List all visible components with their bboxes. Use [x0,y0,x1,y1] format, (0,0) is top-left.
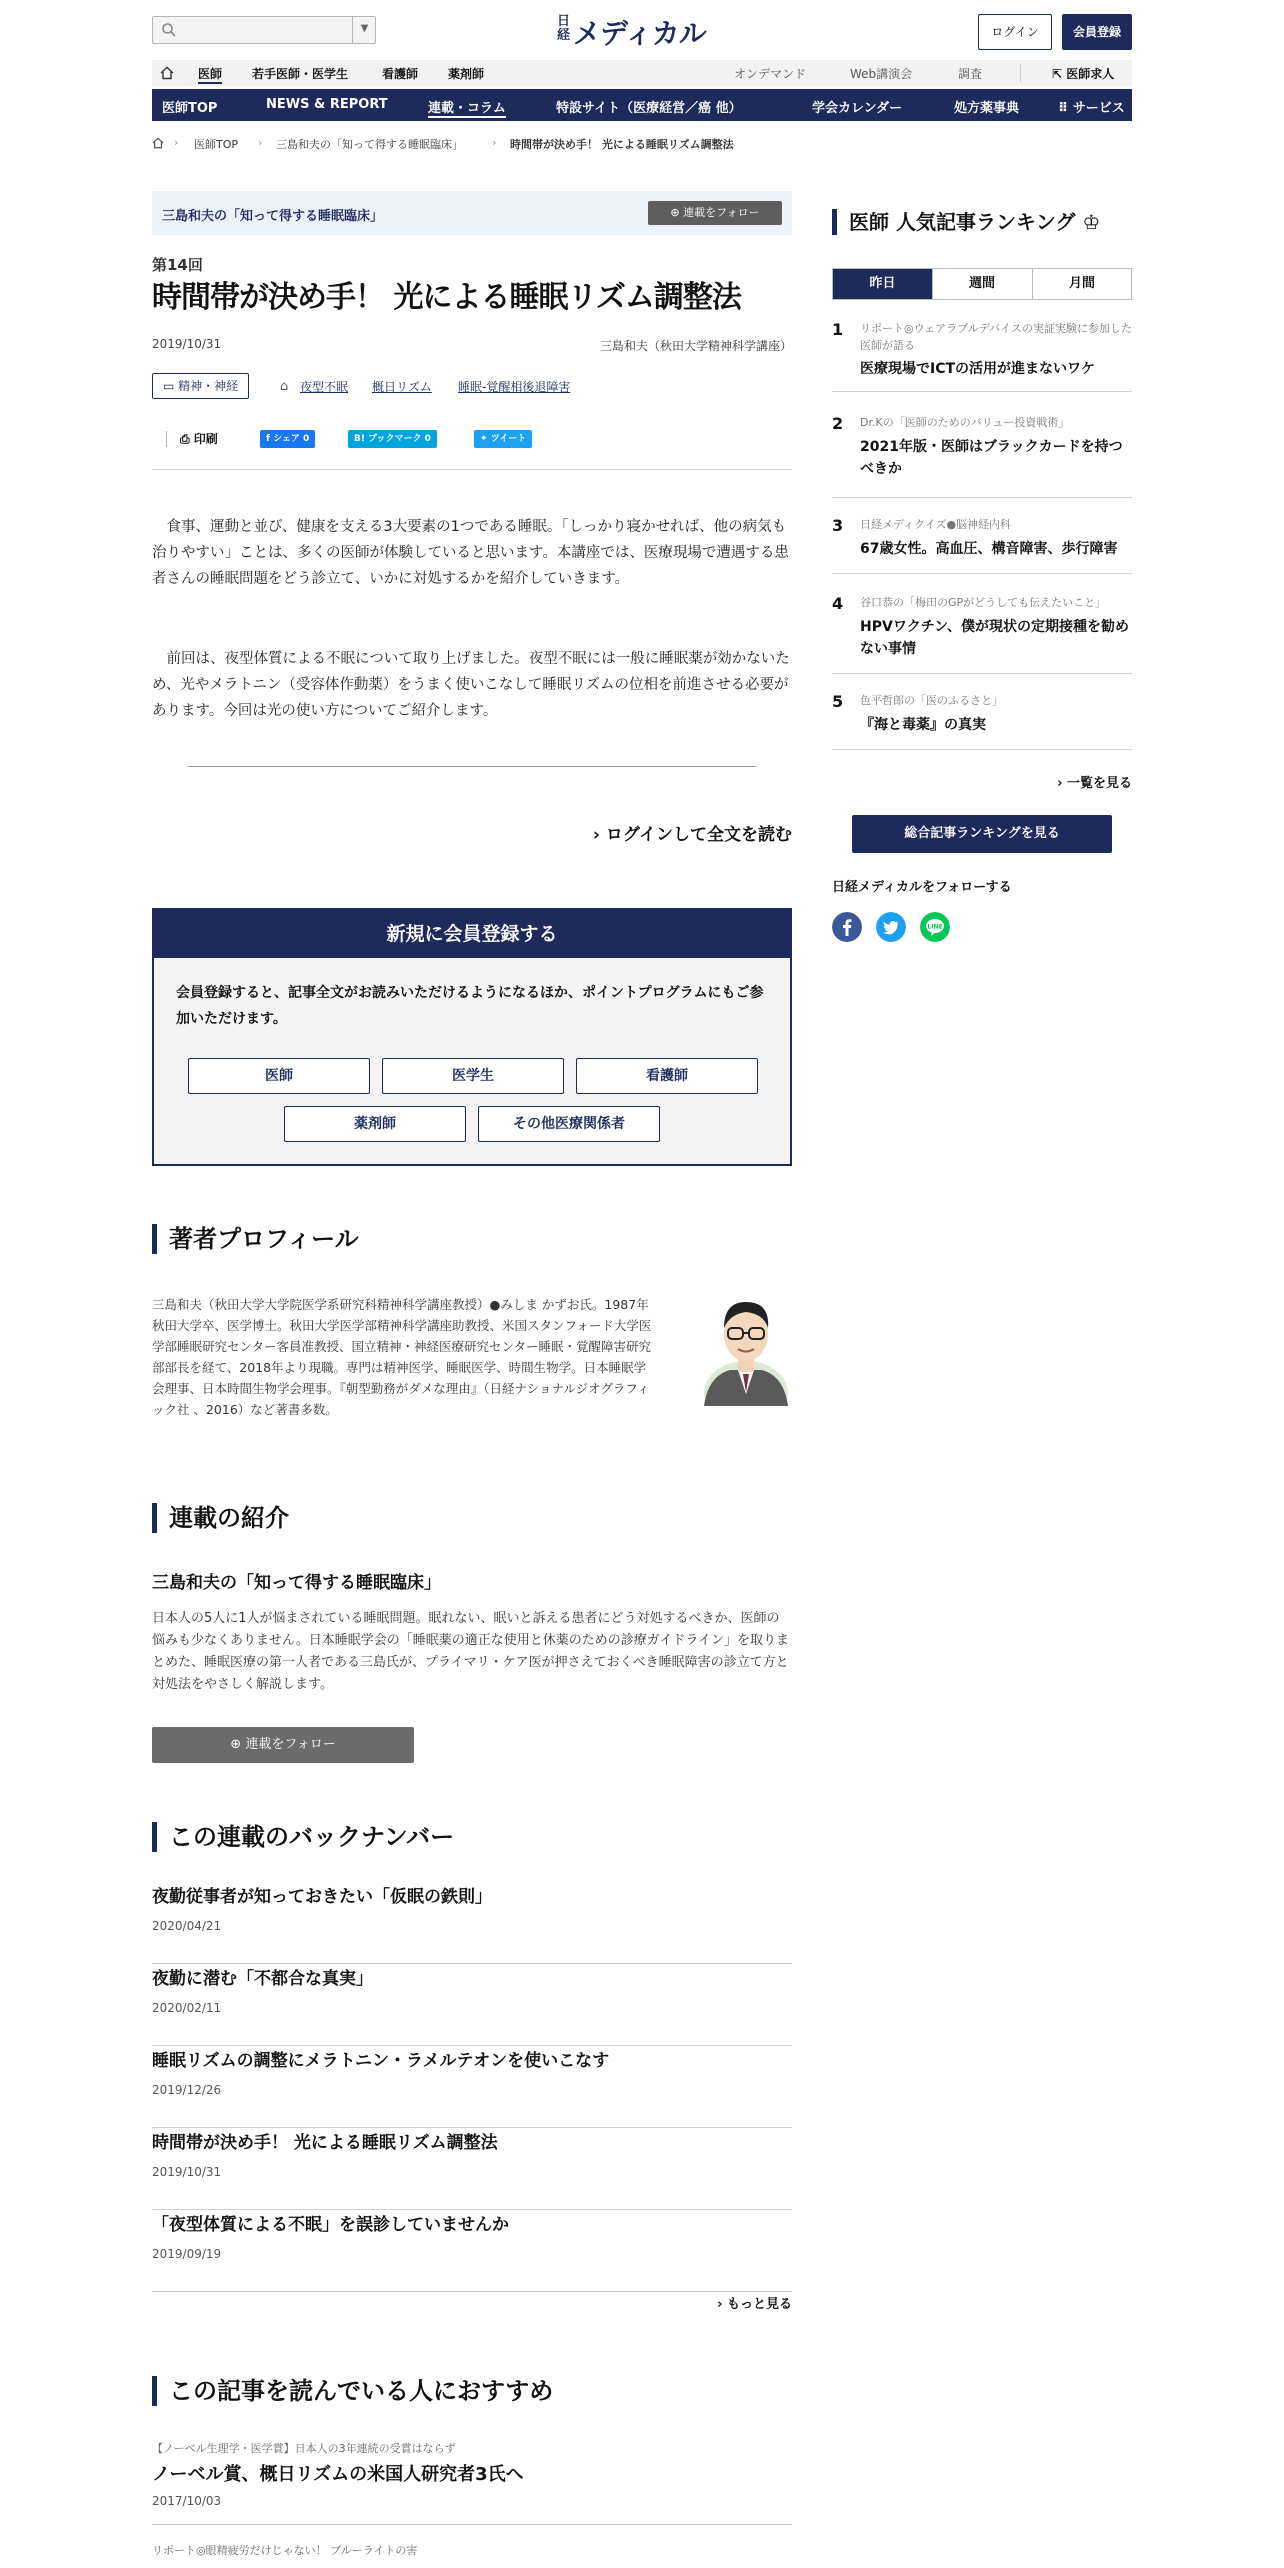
nav-series-column[interactable]: 連載・コラム [428,97,506,118]
backnumber-date: 2020/02/11 [152,2001,222,2015]
backnumber-date: 2020/04/21 [152,1919,222,1933]
register-button[interactable]: 会員登録 [1062,14,1132,50]
register-nurse-button[interactable]: 看護師 [576,1058,758,1094]
keyword-link[interactable]: 夜型不眠 [300,380,349,394]
article-column [152,0,792,2568]
subnav-young-doctor[interactable]: 若手医師・医学生 [252,67,349,81]
rank-number: 1 [832,320,844,339]
article-title: 時間帯が決め手！ 光による睡眠リズム調整法 [152,280,741,315]
jobs-label: 医師求人 [1066,67,1115,81]
rank-title: 『海と毒薬』の真実 [860,717,986,733]
profile-text: 三島和夫（秋田大学大学院医学系研究科精神科学講座教授）●みしま かずお氏。1987年秋田大学卒、医学博士。秋田大学医学部精神科学講座助教授、米国スタンフォード大学医学部睡眠研究センター客員准教授、国立精神・神経医療研究センター睡眠・覚醒障害研究部部長を経て、2018年より現職。専門は精神医学、睡眠医学、時間生物学。日本睡眠学会理事、日本時間生物学会理事。『朝型勤務がダメな理由』（日経ナショナルジオグラフィック社 、2016）など著書多数。 [152,1297,652,1417]
register-other-button[interactable]: その他医療関係者 [478,1106,660,1142]
article-author: 三島和夫（秋田大学精神科学講座） [599,339,792,353]
print-label: 印刷 [193,432,218,446]
backnumber-title: 「夜型体質による不眠」を誤診していませんか [152,2215,509,2235]
breadcrumb-current: 時間帯が決め手！ 光による睡眠リズム調整法 [510,138,734,151]
folder-icon: ▭ [163,379,175,393]
keyword-link[interactable]: 概日リズム [372,380,432,394]
grid-icon: ⠿ [1058,101,1069,116]
chevron-right-icon: › [592,825,600,845]
follow-us-label: 日経メディカルをフォローする [832,880,1012,895]
ranking-sidebar [832,0,1132,1000]
login-read-more-link[interactable] [593,820,792,845]
author-avatar [700,1288,792,1406]
share-toolbar [152,430,792,470]
backnumber-item[interactable] [152,1964,792,2046]
nav-conference-calendar[interactable]: 学会カレンダー [812,101,903,116]
nav-doctor-top[interactable]: 医師TOP [162,101,218,116]
series-name[interactable]: 三島和夫の「知って得する睡眠臨床」 [162,209,384,224]
registration-heading: 新規に会員登録する [154,910,790,958]
rank-subtitle: 谷口恭の「梅田のGPがどうしても伝えたいこと」 [860,596,1107,609]
backnumber-date: 2019/12/26 [152,2083,222,2097]
follow-series-label: 連載をフォロー [245,1737,336,1752]
logo-medical: メディカル [573,17,706,50]
follow-series-button[interactable] [152,1727,414,1763]
rank-subtitle: 色平哲郎の「医のふるさと」 [860,694,1003,707]
backnumber-date: 2019/09/19 [152,2247,222,2261]
caret-down-icon: ▼ [360,23,369,34]
facebook-icon[interactable] [832,912,862,942]
backnumber-title: 夜勤従事者が知っておきたい「仮眠の鉄則」 [152,1887,492,1907]
hatena-bookmark-label: B! ブックマーク [354,434,422,444]
facebook-icon: f [266,434,270,444]
rank-title: 67歳女性。高血圧、構音障害、歩行障害 [860,541,1118,557]
registration-text: 会員登録すると、記事全文がお読みいただけるようになるほか、ポイントプログラムにもご参加いただけます。 [176,985,764,1027]
episode-number: 第14回 [152,256,203,274]
article-date: 2019/10/31 [152,337,222,351]
ranking-item[interactable] [832,594,1132,674]
category-tag[interactable] [152,373,249,399]
tab-weekly[interactable]: 週間 [932,269,1031,299]
twitter-icon: ✦ [480,434,488,444]
nav-news-report[interactable]: NEWS & REPORT [266,97,388,112]
chevron-right-icon: › [174,136,179,149]
crown-icon: ♔ [1082,210,1101,234]
subnav-pharmacist[interactable]: 薬剤師 [448,67,485,81]
register-student-button[interactable]: 医学生 [382,1058,564,1094]
follow-series-button[interactable] [648,201,782,225]
subnav-survey[interactable]: 調査 [958,67,983,81]
tab-monthly[interactable]: 月間 [1032,269,1131,299]
rank-title: HPVワクチン、僕が現状の定期接種を勧めない事情 [860,619,1129,657]
divider [166,431,167,447]
rank-subtitle: リポート◎ウェアラブルデバイスの実証実験に参加した医師が語る [860,322,1132,352]
series-banner [152,191,792,235]
ranking-tabs [832,268,1132,300]
ranking-item[interactable] [832,516,1132,574]
facebook-share-button[interactable] [260,430,315,448]
chevron-right-icon: › [1057,776,1063,791]
subnav-on-demand[interactable]: オンデマンド [734,67,807,81]
rank-number: 4 [832,594,844,613]
svg-text:LINE: LINE [927,923,943,931]
chevron-right-icon: › [258,136,263,149]
rank-number: 2 [832,414,844,433]
chevron-right-icon: › [717,2297,723,2312]
register-doctor-button[interactable]: 医師 [188,1058,370,1094]
series-intro-title[interactable]: 三島和夫の「知って得する睡眠臨床」 [152,1573,441,1593]
rank-number: 5 [832,692,844,711]
list-link-label: 一覧を見る [1066,776,1132,791]
series-intro-text: 日本人の5人に1人が悩まされている睡眠問題。眠れない、眠いと訴える患者にどう対処するべきか、医師の悩みも少なくありません。日本睡眠学会の「睡眠薬の適正な使用と休薬のための診療ガイドライン」を取りまとめた、睡眠医療の第一人者である三島氏が、プライマリ・ケア医が押さえておくべき睡眠障害の診立て方と対処法をやさしく解説します。 [152,1611,790,1692]
tweet-label: ツイート [490,434,527,444]
registration-panel [152,908,792,1166]
article-cutoff-divider [188,766,756,767]
line-icon[interactable] [920,912,950,942]
plus-circle-icon: ⊕ [230,1737,242,1752]
logo-nikkei: 日経 [557,14,571,43]
backnumber-item[interactable] [152,2046,792,2128]
tag-icon: ⌂ [280,379,289,394]
recommend-heading: この記事を読んでいる人におすすめ [152,2376,553,2406]
keyword-link[interactable]: 睡眠-覚醒相後退障害 [458,380,571,394]
facebook-share-count: 0 [303,434,310,444]
subnav-web-lecture[interactable]: Web講演会 [850,67,913,81]
backnumber-title: 睡眠リズムの調整にメラトニン・ラメルテオンを使いこなす [152,2051,610,2071]
rank-title: 2021年版・医師はブラックカードを持つべきか [860,439,1123,477]
ranking-item[interactable] [832,692,1132,750]
ranking-heading [832,209,1100,235]
breadcrumb-doctor-top[interactable]: 医師TOP [194,138,239,151]
read-more-label: ログインして全文を読む [605,825,792,845]
divider [152,2524,792,2525]
hatena-bookmark-button[interactable] [348,430,437,448]
rank-subtitle: Dr.Kの「医師のためのバリュー投資戦術」 [860,416,1070,429]
recommend-title[interactable]: ノーベル賞、概日リズムの米国人研究者3氏へ [152,2464,524,2485]
article-paragraph: 前回は、夜型体質による不眠について取り上げました。夜型不眠には一般に睡眠薬が効かないため、光やメラトニン（受容体作動薬）をうまく使いこなして睡眠リズムの位相を前進させる必要があります。今回は光の使い方についてご紹介します。 [152,651,790,719]
rank-subtitle: 日経メディクイズ●脳神経内科 [860,518,1012,531]
overall-ranking-button[interactable]: 総合記事ランキングを見る [852,815,1112,853]
nav-special-sites[interactable]: 特設サイト（医療経営／癌 他） [556,101,742,116]
article-paragraph: 食事、運動と並び、健康を支える3大要素の1つである睡眠。「しっかり寝かせれば、他の病気も治りやすい」ことは、多くの医師が体験していると思います。本講座では、医療現場で遭遇する患者さんの睡眠問題をどう診立て、いかに対処するかを紹介していきます。 [152,519,789,587]
backnumber-item[interactable] [152,1882,792,1964]
tab-yesterday[interactable]: 昨日 [833,269,932,299]
profile-heading: 著者プロフィール [152,1224,359,1254]
ranking-list-link[interactable] [1057,772,1132,791]
recommend-date: 2017/10/03 [152,2494,222,2508]
recommend-meta: リポート◎眼精疲労だけじゃない！ ブルーライトの害 [152,2544,418,2557]
series-intro-heading: 連載の紹介 [152,1503,289,1533]
external-link-icon: ⇱ [1052,67,1063,81]
ranking-item[interactable] [832,320,1132,392]
chevron-right-icon: › [492,136,497,149]
backnumber-item[interactable] [152,2128,792,2210]
backnumber-date: 2019/10/31 [152,2165,222,2179]
ranking-item[interactable] [832,414,1132,498]
rank-number: 3 [832,516,844,535]
more-label: もっと見る [726,2297,792,2312]
more-backnumbers-link[interactable] [717,2293,792,2312]
subnav-nurse[interactable]: 看護師 [382,67,419,81]
printer-icon: ⎙ [180,432,190,446]
hatena-bookmark-count: 0 [424,434,431,444]
recommend-meta: 【ノーベル生理学・医学賞】日本人の3年連続の受賞はならず [152,2442,456,2455]
tweet-button[interactable] [474,430,532,448]
plus-circle-icon: ⊕ [670,206,680,219]
backnumber-heading: この連載のバックナンバー [152,1822,454,1852]
backnumber-title: 時間帯が決め手！ 光による睡眠リズム調整法 [152,2133,498,2153]
ranking-heading-label: 医師 人気記事ランキング [849,210,1076,234]
rank-title: 医療現場でICTの活用が進まないワケ [860,361,1096,377]
nav-drug-dictionary[interactable]: 処方薬事典 [954,101,1020,116]
twitter-icon[interactable] [876,912,906,942]
login-button[interactable]: ログイン [978,14,1052,50]
register-pharmacist-button[interactable]: 薬剤師 [284,1106,466,1142]
facebook-share-label: シェア [273,434,300,444]
services-label: サービス [1072,101,1125,116]
breadcrumb-series[interactable]: 三島和夫の「知って得する睡眠臨床」 [276,138,463,151]
follow-series-label: 連載をフォロー [683,206,760,219]
category-label: 精神・神経 [178,379,239,393]
backnumber-title: 夜勤に潜む「不都合な真実」 [152,1969,373,1989]
subnav-doctor[interactable]: 医師 [198,65,222,84]
print-button[interactable] [180,430,218,447]
backnumber-item[interactable] [152,2210,792,2292]
